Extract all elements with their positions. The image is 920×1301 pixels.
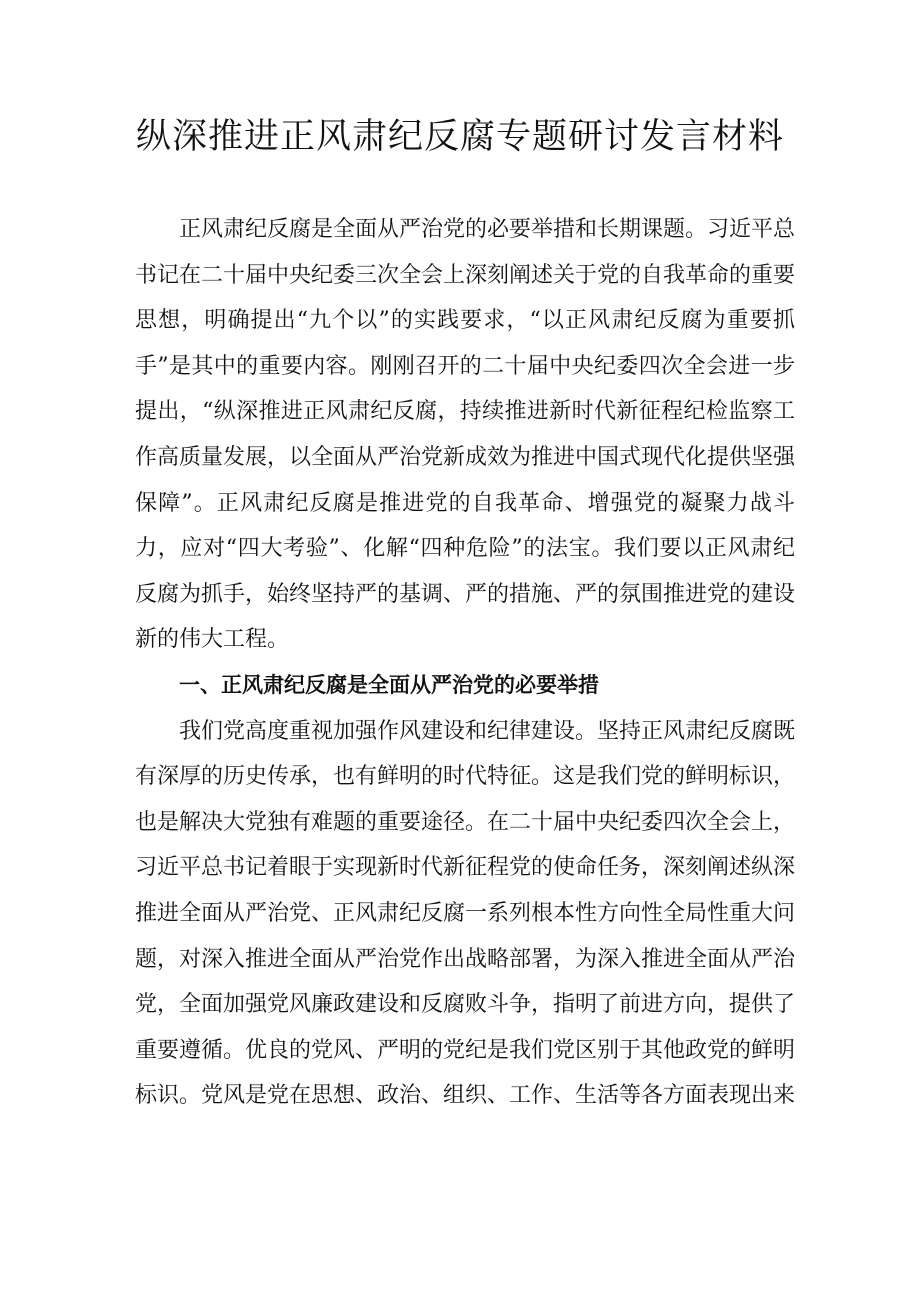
section-paragraph: 我们党高度重视加强作风建设和纪律建设。坚持正风肃纪反腐既有深厚的历史传承，也有鲜明的时代特征。这是我们党的鲜明标识，也是解决大党独有难题的重要途径。在二十届中央纪委四次全会上，习近平总书记着眼于实现新时代新征程党的使命任务，深刻阐述纵深推进全面从严治党、正风肃纪反腐一系列根本性方向性全局性重大问题，对深入推进全面从严治党作出战略部署，为深入推进全面从严治党，全面加强党风廉政建设和反腐败斗争，指明了前进方向，提供了重要遵循。优良的党风、严明的党纪是我们党区别于其他政党的鲜明标识。党风是党在思想、政治、组织、工作、生活等各方面表现出来	[135, 718, 796, 1109]
document-title: 纵深推进正风肃纪反腐专题研讨发言材料	[135, 117, 784, 157]
document-body	[135, 207, 795, 1119]
intro-paragraph: 正风肃纪反腐是全面从严治党的必要举措和长期课题。习近平总书记在二十届中央纪委三次全会上深刻阐述关于党的自我革命的重要思想，明确提出“九个以”的实践要求，“以正风肃纪反腐为重要抓手”是其中的重要内容。刚刚召开的二十届中央纪委四次全会进一步提出，“纵深推进正风肃纪反腐，持续推进新时代新征程纪检监察工作高质量发展，以全面从严治党新成效为推进中国式现代化提供坚强保障”。正风肃纪反腐是推进党的自我革命、增强党的凝聚力战斗力，应对“四大考验”、化解“四种危险”的法宝。我们要以正风肃纪反腐为抓手，始终坚持严的基调、严的措施、严的氛围推进党的建设新的伟大工程。	[135, 217, 796, 653]
section-heading: 一、正风肃纪反腐是全面从严治党的必要举措	[179, 672, 599, 697]
